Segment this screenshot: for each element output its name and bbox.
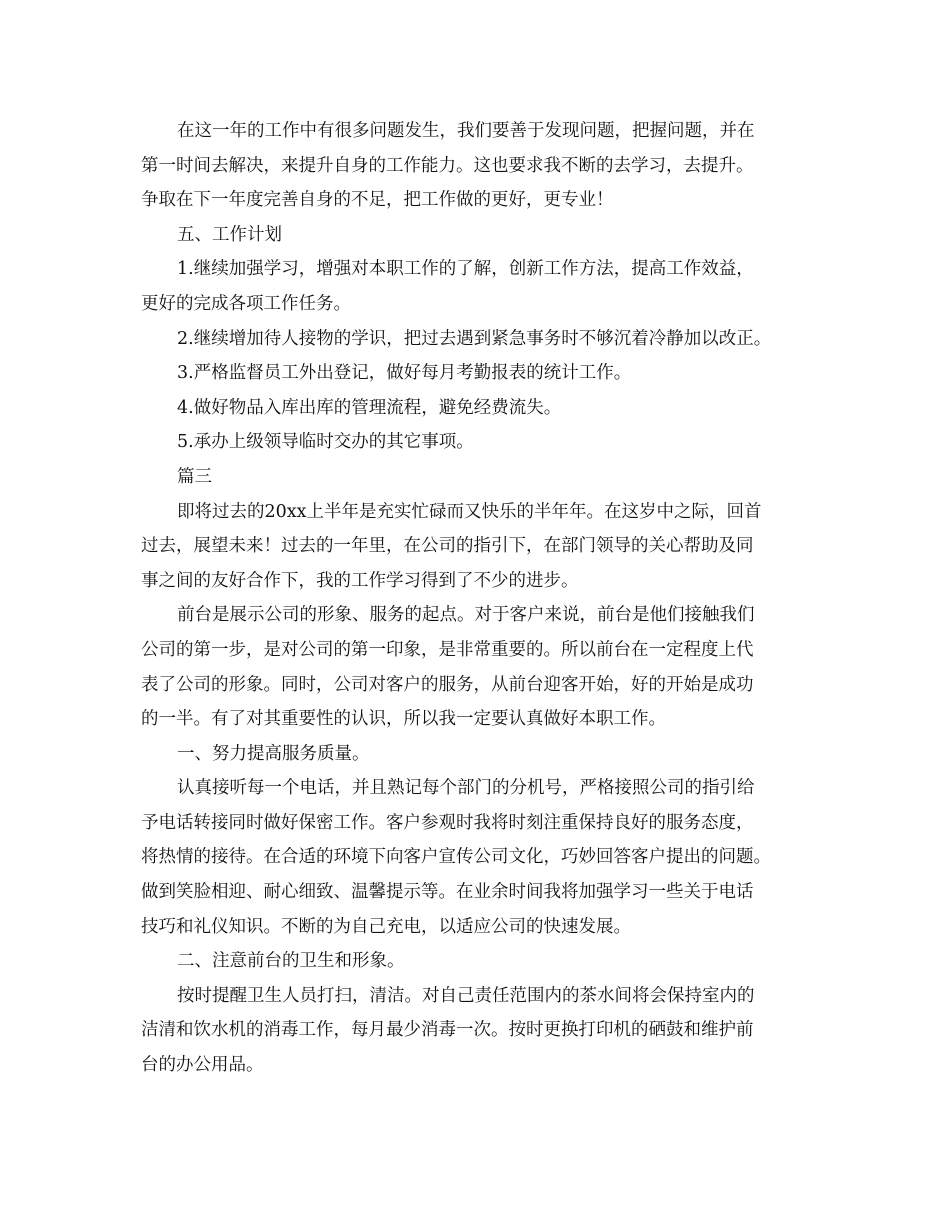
text-line: 5.承办上级领导临时交办的其它事项。 [177,432,474,453]
text-line: 洁清和饮水机的消毒工作，每月最少消毒一次。按时更换打印机的硒鼓和维护前 [141,1020,754,1041]
text-line: 将热情的接待。在合适的环境下向客户宣传公司文化，巧妙回答客户提出的问题。 [141,847,771,868]
text-line: 做到笑脸相迎、耐心细致、温馨提示等。在业余时间我将加强学习一些关于电话 [141,882,754,903]
text-line: 事之间的友好合作下，我的工作学习得到了不少的进步。 [141,570,579,591]
text-line: 3.严格监督员工外出登记，做好每月考勤报表的统计工作。 [177,363,632,384]
text-line: 过去，展望未来！过去的一年里，在公司的指引下，在部门领导的关心帮助及同 [141,536,754,557]
text-line: 一、努力提高服务质量。 [177,743,370,764]
text-line: 表了公司的形象。同时，公司对客户的服务，从前台迎客开始，好的开始是成功 [141,674,754,695]
text-line: 4.做好物品入库出库的管理流程，避免经费流失。 [177,397,562,418]
text-line: 五、工作计划 [177,224,282,245]
text-line: 即将过去的20xx上半年是充实忙碌而又快乐的半年年。在这岁中之际，回首 [177,501,762,522]
text-line: 篇三 [177,466,212,487]
text-line: 更好的完成各项工作任务。 [141,293,351,314]
text-line: 前台是展示公司的形象、服务的起点。对于客户来说，前台是他们接触我们 [177,605,755,626]
text-line: 第一时间去解决，来提升自身的工作能力。这也要求我不断的去学习，去提升。 [141,155,754,176]
text-line: 认真接听每一个电话，并且熟记每个部门的分机号，严格接照公司的指引给 [177,778,755,799]
text-line: 台的办公用品。 [141,1055,264,1076]
text-line: 1.继续加强学习，增强对本职工作的了解，创新工作方法，提高工作效益， [177,259,754,280]
text-line: 公司的第一步，是对公司的第一印象，是非常重要的。所以前台在一定程度上代 [141,639,754,660]
document-body [141,114,813,1083]
text-line: 争取在下一年度完善自身的不足，把工作做的更好，更专业！ [141,190,614,211]
text-line: 二、注意前台的卫生和形象。 [177,951,405,972]
text-line: 的一半。有了对其重要性的认识，所以我一定要认真做好本职工作。 [141,709,666,730]
text-line: 予电话转接同时做好保密工作。客户参观时我将时刻注重保持良好的服务态度， [141,812,754,833]
text-line: 2.继续增加待人接物的学识，把过去遇到紧急事务时不够沉着冷静加以改正。 [177,328,772,349]
text-line: 按时提醒卫生人员打扫，清洁。对自己责任范围内的茶水间将会保持室内的 [177,985,755,1006]
text-line: 技巧和礼仪知识。不断的为自己充电，以适应公司的快速发展。 [141,916,631,937]
text-line: 在这一年的工作中有很多问题发生，我们要善于发现问题，把握问题，并在 [177,121,755,141]
